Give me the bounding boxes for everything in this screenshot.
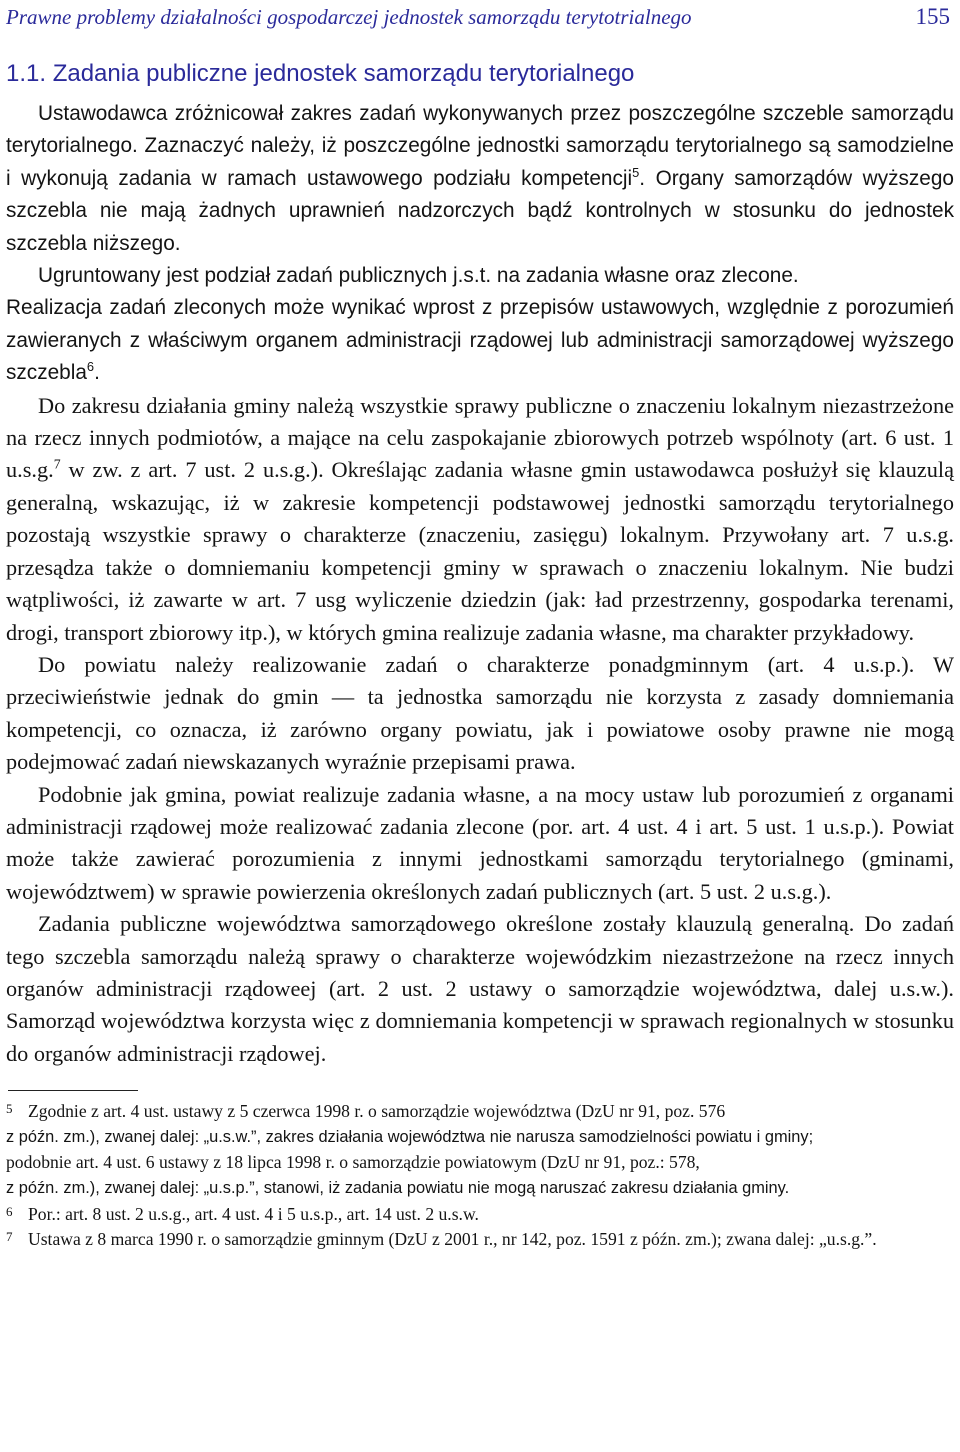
footnote-number: 7 <box>6 1229 13 1245</box>
footnote-number: 5 <box>6 1101 13 1117</box>
paragraph-3-text-b: w zw. z art. 7 ust. 2 u.s.g.). Określając zadania własne gmin ustawodawca posłużył się klauzulą generalną, wskazując, iż w zakresie kompetencji podstawowej jednostki samorządu terytorialnego pozostają wszystkie sprawy o charakterze (znaczeniu, zasięgu) lokalnym. Przywołany art. 7 u.s.g. przesądza także o domniemaniu kompetencji gminy w sprawach o znaczeniu lokalnym. Nie budzi wątpliwości, iż zawarte w art. 7 usg wyliczenie dziedzin (jak: ład przestrzenny, gospodarka terenami, drogi, transport zbiorowy itp.), w których gmina realizuje zadania własne, ma charakter przykładowy. <box>6 457 954 645</box>
section-heading: 1.1. Zadania publiczne jednostek samorządu terytorialnego <box>6 60 635 87</box>
footnote-5 <box>6 1099 954 1125</box>
footnote-ref-7[interactable]: 7 <box>53 457 61 473</box>
paragraph-2b-text-a: Realizacja zadań zleconych może wynikać wprost z przepisów ustawowych, względnie z porozumień zawieranych z właściwym organem administracji rządowej lub administracji samorządowej wyższego szczebla <box>6 296 954 385</box>
footnote-5-line-4: z późn. zm.), zwanej dalej: „u.s.p.”, stanowi, iż zadania powiatu nie mogą naruszać zakresu działania gminy. <box>6 1178 790 1197</box>
footnote-ref-5[interactable]: 5 <box>632 164 640 180</box>
footnote-divider <box>8 1090 138 1091</box>
paragraph-2b-text-b: . <box>94 361 100 385</box>
footnotes <box>6 1099 954 1253</box>
page-number: 155 <box>915 4 950 29</box>
paragraph-3 <box>6 390 954 649</box>
paragraph-2: Ugruntowany jest podział zadań publicznych j.s.t. na zadania własne oraz zlecone. <box>38 264 799 288</box>
paragraph-5: Podobnie jak gmina, powiat realizuje zadania własne, a na mocy ustaw lub porozumień z organami administracji rządowej może realizować zadania zlecone (por. art. 4 ust. 4 i art. 5 ust. 1 u.s.p.). Powiat może także zawierać porozumienia z innymi jednostkami samorządu terytorialnego (gminami, województwem) w sprawie powierzenia określonych zadań publicznych (art. 5 ust. 2 u.s.g.). <box>6 781 954 904</box>
footnote-5-line-3: podobnie art. 4 ust. 6 ustawy z 18 lipca 1998 r. o samorządzie powiatowym (DzU nr 91, poz.: 578, <box>6 1152 700 1173</box>
paragraph-2b <box>6 292 954 389</box>
footnote-number: 6 <box>6 1203 13 1219</box>
footnote-5-cont-1 <box>6 1125 954 1202</box>
body-text <box>6 98 954 1070</box>
footnote-7-text: Ustawa z 8 marca 1990 r. o samorządzie gminnym (DzU z 2001 r., nr 142, poz. 1591 z późn. zm.); zwana dalej: „u.s.g.”. <box>28 1229 877 1250</box>
paragraph-1 <box>6 98 954 260</box>
paragraph-1-text-a: Ustawodawca zróżnicował zakres zadań wykonywanych przez poszczególne szczeble samorządu terytorialnego. Zaznaczyć należy, iż poszczególne jednostki samorządu terytorialnego są samodzielne i wykonują zadania w ramach ustawowego podziału kompetencji <box>6 102 954 190</box>
footnote-5-line-1: Zgodnie z art. 4 ust. ustawy z 5 czerwca 1998 r. o samorządzie województwa (DzU nr 91, poz. 576 <box>28 1101 726 1122</box>
running-title: Prawne problemy działalności gospodarczej jednostek samorządu terytotrialnego <box>6 5 692 29</box>
running-header <box>6 0 954 42</box>
paragraph-6: Zadania publiczne województwa samorządowego określone zostały klauzulą generalną. Do zadań tego szczebla samorządu należą sprawy o charakterze wojewódzkim niezastrzeżone na rzecz innych organów administracji rządoweej (art. 2 ust. 2 ustawy o samorządzie województwa, dalej u.s.w.). Samorząd województwa korzysta więc z domniemania kompetencji w sprawach regionalnych w stosunku do organów administracji rządowej. <box>6 911 954 1066</box>
footnote-ref-6[interactable]: 6 <box>86 359 95 375</box>
footnote-7 <box>6 1227 954 1253</box>
footnote-5-line-2: z późn. zm.), zwanej dalej: „u.s.w.”, zakres działania województwa nie narusza samodzielności powiatu i gminy; <box>6 1127 814 1146</box>
footnote-6-text: Por.: art. 8 ust. 2 u.s.g., art. 4 ust. 4 i 5 u.s.p., art. 14 ust. 2 u.s.w. <box>28 1203 479 1224</box>
paragraph-1-text-b: . Organy samorządów wyższego szczebla nie mają żadnych uprawnień nadzorczych bądź kontrolnych w stosunku do jednostek szczebla niższego. <box>6 166 954 255</box>
footnote-6 <box>6 1202 954 1228</box>
paragraph-3-text-a: Do zakresu działania gminy należą wszystkie sprawy publiczne o znaczeniu lokalnym niezastrzeżone na rzecz innych podmiotów, a mające na celu zaspokajanie zbiorowych potrzeb wspólnoty (art. 6 ust. 1 u.s.g. <box>6 392 954 483</box>
paragraph-4: Do powiatu należy realizowanie zadań o charakterze ponadgminnym (art. 4 u.s.p.). W przeciwieństwie jednak do gmin — ta jednostka samorządu nie korzysta z zasady domniemania kompetencji, co oznacza, iż zarówno organy powiatu, jak i powiatowe osoby prawne nie mogą podejmować zadań niewskazanych wyraźnie przepisami prawa. <box>6 651 954 775</box>
